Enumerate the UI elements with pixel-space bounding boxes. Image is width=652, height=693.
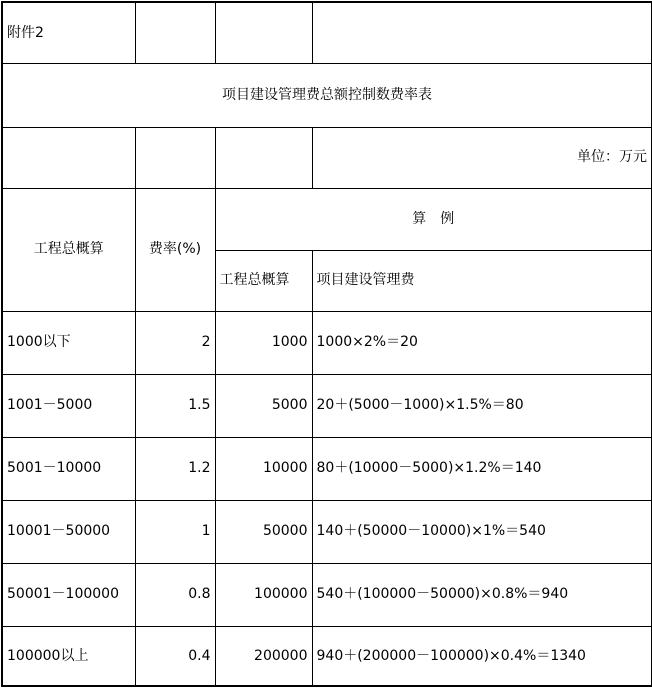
- formula-cell: 940＋(200000－100000)×0.4%＝1340: [312, 626, 652, 686]
- formula-cell: 540＋(100000－50000)×0.8%＝940: [312, 563, 652, 626]
- empty-cell: [312, 2, 652, 63]
- estimate-cell: 200000: [215, 626, 312, 686]
- title-row: [2, 63, 652, 127]
- empty-cell: [215, 127, 312, 188]
- header-estimate-range: 工程总概算: [2, 188, 135, 311]
- estimate-cell: 50000: [215, 500, 312, 563]
- range-cell: 1000以下: [2, 311, 135, 374]
- empty-cell: [135, 127, 215, 188]
- header-example-fee: 项目建设管理费: [312, 250, 652, 311]
- header-example-group: 算 例: [215, 188, 652, 250]
- range-cell: 10001－50000: [2, 500, 135, 563]
- rate-cell: 1.5: [135, 374, 215, 437]
- estimate-cell: 1000: [215, 311, 312, 374]
- unit-label: 单位：万元: [312, 127, 652, 188]
- header-rate: 费率(%): [135, 188, 215, 311]
- formula-cell: 80＋(10000－5000)×1.2%＝140: [312, 437, 652, 500]
- table-row: [2, 437, 652, 500]
- empty-cell: [215, 2, 312, 63]
- formula-cell: 20＋(5000－1000)×1.5%＝80: [312, 374, 652, 437]
- unit-row: [2, 127, 652, 188]
- table-row: [2, 311, 652, 374]
- rate-cell: 1: [135, 500, 215, 563]
- rate-cell: 1.2: [135, 437, 215, 500]
- header-example-estimate: 工程总概算: [215, 250, 312, 311]
- page-title: 项目建设管理费总额控制数费率表: [2, 63, 652, 127]
- empty-cell: [135, 2, 215, 63]
- rate-cell: 2: [135, 311, 215, 374]
- table-row: [2, 626, 652, 686]
- empty-cell: [2, 127, 135, 188]
- estimate-cell: 5000: [215, 374, 312, 437]
- range-cell: 50001－100000: [2, 563, 135, 626]
- rate-cell: 0.8: [135, 563, 215, 626]
- attachment-row: [2, 2, 652, 63]
- range-cell: 1001－5000: [2, 374, 135, 437]
- attachment-label: 附件2: [2, 2, 135, 63]
- range-cell: 100000以上: [2, 626, 135, 686]
- table-row: [2, 563, 652, 626]
- rate-cell: 0.4: [135, 626, 215, 686]
- estimate-cell: 100000: [215, 563, 312, 626]
- header-row-top: [2, 188, 652, 250]
- fee-rate-table: [1, 1, 652, 687]
- formula-cell: 140＋(50000－10000)×1%＝540: [312, 500, 652, 563]
- range-cell: 5001－10000: [2, 437, 135, 500]
- table-row: [2, 374, 652, 437]
- formula-cell: 1000×2%＝20: [312, 311, 652, 374]
- table-row: [2, 500, 652, 563]
- estimate-cell: 10000: [215, 437, 312, 500]
